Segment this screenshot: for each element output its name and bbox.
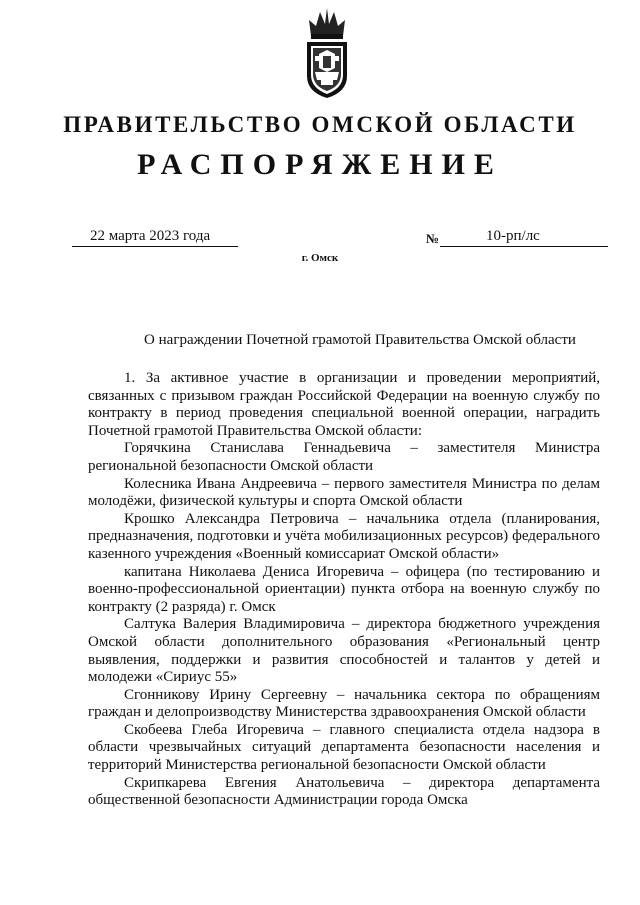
document-body — [88, 370, 600, 810]
document-number: 10-рп/лс — [440, 227, 608, 247]
government-title: ПРАВИТЕЛЬСТВО ОМСКОЙ ОБЛАСТИ — [63, 112, 577, 137]
paragraph: Сгонникову Ирину Сергеевну – начальника сектора по обращениям граждан и делопроизводству Министерства здравоохранения Омской области — [88, 686, 600, 721]
document-date: 22 марта 2023 года — [72, 227, 238, 247]
paragraph: Скобеева Глеба Игоревича – главного специалиста отдела надзора в области чрезвычайных ситуаций департамента безопасности населения и территорий Министерства региональной безопасности Омской области — [88, 721, 600, 774]
paragraph: Скрипкарева Евгения Анатольевича – директора департамента общественной безопасности Администрации города Омска — [88, 774, 600, 809]
number-sign: № — [426, 231, 440, 246]
paragraph: Крошко Александра Петровича – начальника отдела (планирования, предназначения, подготовки и учёта мобилизационных ресурсов) федерального казенного учреждения «Военный комиссариат Омской области» — [88, 510, 600, 562]
document-type-title: РАСПОРЯЖЕНИЕ — [137, 148, 503, 181]
paragraph: Горячкина Станислава Геннадьевича – заместителя Министра региональной безопасности Омской области — [88, 440, 600, 474]
omsk-coat-of-arms-icon — [301, 6, 353, 100]
document-subject: О награждении Почетной грамотой Правительства Омской области — [144, 332, 576, 348]
paragraph: капитана Николаева Дениса Игоревича – офицера (по тестированию и военно-профессиональной ориентации) пункта отбора на военную службу по контракту (2 разряда) г. Омск — [88, 563, 600, 615]
paragraph: Салтука Валерия Владимировича – директора бюджетного учреждения Омской области дополнительного образования «Региональный центр выявления, поддержки и развития способностей и талантов у детей и молодежи «Сириус 55» — [88, 616, 600, 686]
paragraph: 1. За активное участие в организации и проведении мероприятий, связанных с призывом граждан Российской Федерации на военную службу по контракту в период проведения специальной военной операции, наградить Почетной грамотой Правительства Омской области: — [88, 370, 600, 439]
document-city: г. Омск — [301, 252, 339, 264]
paragraph: Колесника Ивана Андреевича – первого заместителя Министра по делам молодёжи, физической культуры и спорта Омской области — [88, 475, 600, 510]
